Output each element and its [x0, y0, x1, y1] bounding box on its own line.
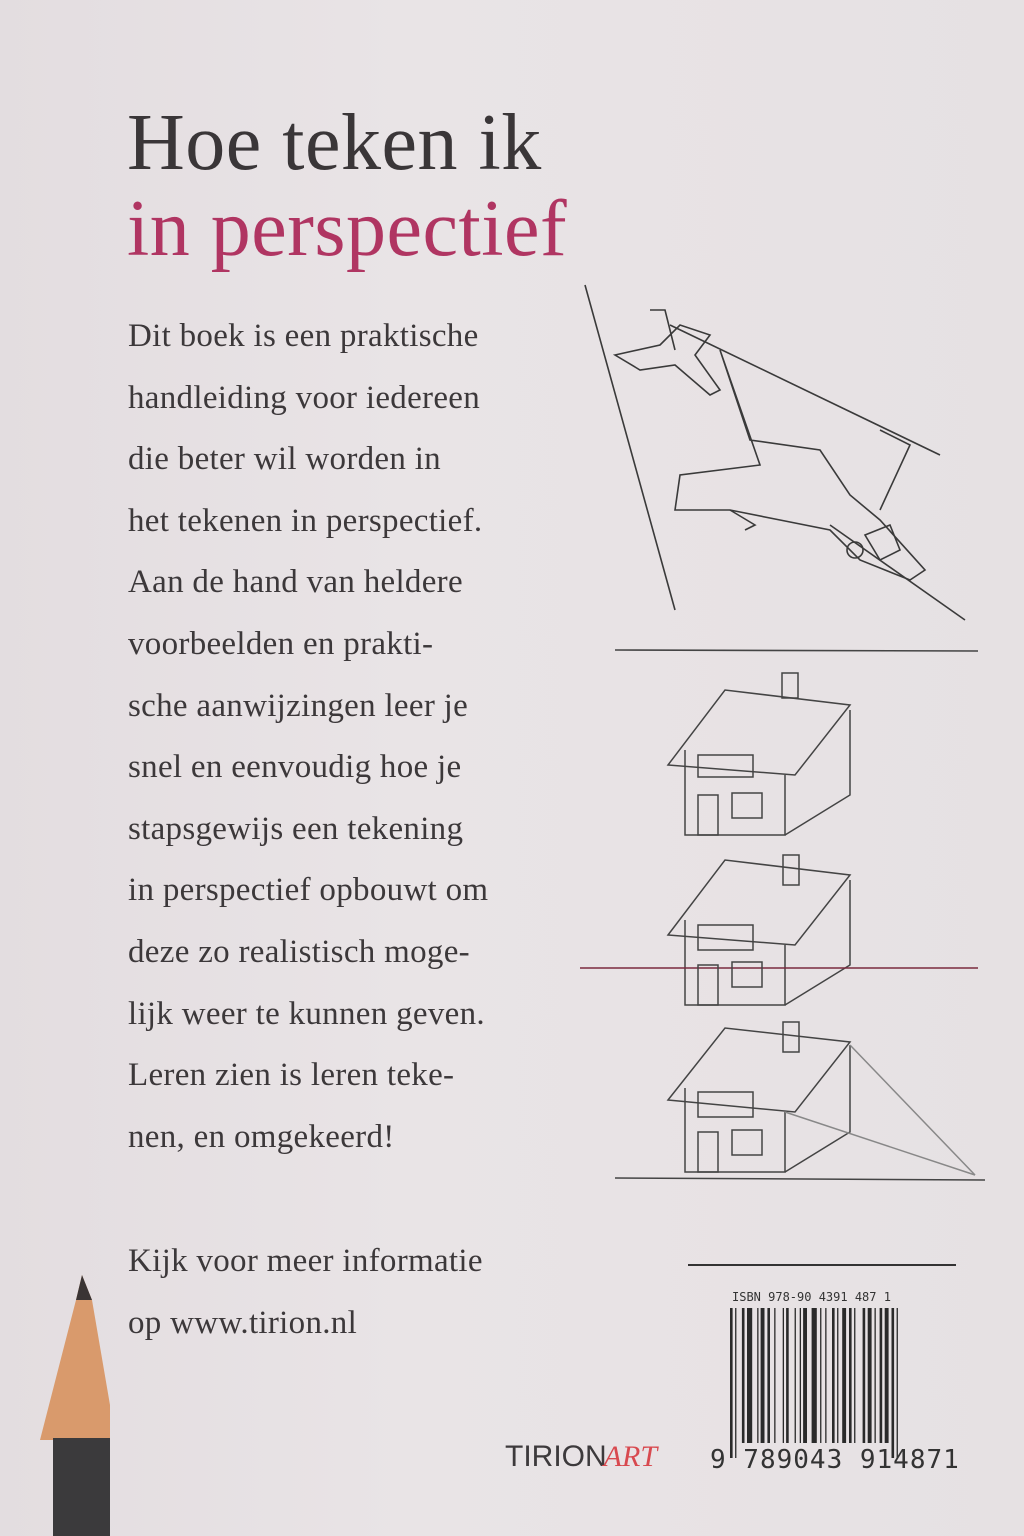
barcode-bar [786, 1308, 789, 1443]
barcode-bar [885, 1308, 889, 1443]
description-line: handleiding voor iedereen [128, 379, 481, 416]
website-link[interactable]: op www.tirion.nl [128, 1305, 358, 1341]
barcode-bar [735, 1308, 736, 1458]
description-line: snel en eenvoudig hoe je [128, 749, 462, 786]
barcode-bar [837, 1308, 838, 1443]
house-drawing-step-3 [610, 1020, 990, 1185]
barcode-bar [849, 1308, 852, 1443]
barcode-bar [812, 1308, 817, 1443]
barcode-bar [757, 1308, 758, 1443]
description-line: stapsgewijs een tekening [128, 810, 464, 847]
barcode-bar [803, 1308, 807, 1443]
house-drawing-step-1 [660, 665, 860, 845]
barcode-bar [730, 1308, 733, 1458]
barcode-bar [795, 1308, 796, 1443]
house-drawing-step-2 [580, 850, 980, 1020]
barcode-bar [774, 1308, 775, 1443]
title-line-1: Hoe teken ik [127, 99, 542, 187]
barcode-bar [783, 1308, 784, 1443]
title-line-2: in perspectief [127, 185, 568, 273]
barcode-bar [820, 1308, 821, 1443]
description-line: deze zo realistisch moge- [128, 934, 470, 970]
barcode-bar [747, 1308, 752, 1443]
barcode-bar [767, 1308, 770, 1443]
barcode-bar [761, 1308, 765, 1443]
publisher-imprint: ART [603, 1440, 658, 1473]
description-line: voorbeelden en prakti- [128, 626, 434, 662]
publisher-name: TIRION [505, 1440, 607, 1473]
divider-line [688, 1262, 958, 1268]
pencil-illustration [20, 1270, 110, 1536]
barcode-bar [863, 1308, 866, 1443]
barcode-bar [832, 1308, 835, 1443]
horizon-line [610, 645, 980, 655]
description-line: Dit boek is een praktische [128, 318, 479, 354]
description-line: het tekenen in perspectief. [128, 502, 483, 539]
description-line: Leren zien is leren teke- [128, 1057, 455, 1094]
barcode-bar [842, 1308, 846, 1443]
description-line: sche aanwijzingen leer je [128, 687, 469, 724]
description-line: nen, en omgekeerd! [128, 1118, 395, 1155]
description-line: lijk weer te kunnen geven. [128, 995, 485, 1032]
barcode-bar [868, 1308, 872, 1443]
barcode-bar [800, 1308, 801, 1443]
ean-number: 9 789043 914871 [710, 1445, 960, 1475]
isbn-text: ISBN 978-90 4391 487 1 [732, 1290, 891, 1304]
barcode-bar [825, 1308, 826, 1443]
barcode-bar [742, 1308, 745, 1443]
info-line: Kijk voor meer informatie [128, 1243, 483, 1279]
publisher-logo [505, 1440, 657, 1474]
description-line: in perspectief opbouwt om [128, 872, 489, 909]
barcode-bar [854, 1308, 855, 1443]
description-line: Aan de hand van heldere [128, 564, 463, 601]
barcode-bar [880, 1308, 883, 1443]
barcode [730, 1308, 925, 1458]
barcode-bar [875, 1308, 876, 1443]
description-line: die beter wil worden in [128, 441, 441, 478]
barcode-bar [892, 1308, 895, 1458]
barcode-bar [897, 1308, 898, 1458]
airplane-drawing-illustration [580, 280, 980, 660]
